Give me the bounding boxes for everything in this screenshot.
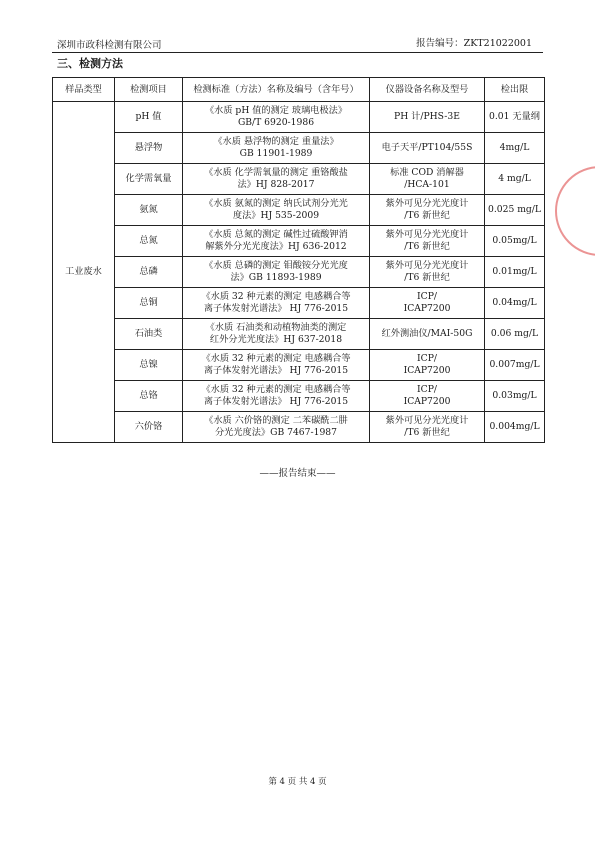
instrument-line-2: /T6 新世纪 (404, 427, 450, 438)
method-cell (183, 226, 370, 257)
instrument-line-2: ICAP7200 (403, 303, 451, 314)
table-row (53, 102, 545, 133)
method-table (52, 77, 545, 443)
table-header-row (53, 78, 545, 102)
instrument-line-1: 标准 COD 消解器 (390, 167, 464, 178)
test-item-cell: 石油类 (115, 319, 183, 350)
method-line-1: 《水质 32 种元素的测定 电感耦合等 (201, 291, 351, 302)
method-line-1: 《水质 32 种元素的测定 电感耦合等 (201, 353, 351, 364)
instrument-line-1: 紫外可见分光光度计 (385, 198, 469, 209)
method-line-2: 离子体发射光谱法》 HJ 776-2015 (203, 365, 349, 376)
method-line-2: GB 11901-1989 (239, 148, 313, 159)
table-row (53, 257, 545, 288)
instrument-line-2: /T6 新世纪 (404, 272, 450, 283)
test-item-cell: 化学需氧量 (115, 164, 183, 195)
method-line-2: 分光光度法》GB 7467-1987 (214, 427, 337, 438)
instrument-line-2: ICAP7200 (403, 396, 451, 407)
instrument-cell (370, 288, 485, 319)
company-seal (555, 166, 595, 256)
method-line-1: 《水质 石油类和动植物油类的测定 (205, 322, 347, 333)
header-limit: 检出限 (485, 78, 545, 102)
method-line-1: 《水质 32 种元素的测定 电感耦合等 (201, 384, 351, 395)
method-cell (183, 133, 370, 164)
test-item-cell: 总镍 (115, 350, 183, 381)
instrument-line-1: ICP/ (417, 384, 437, 395)
header-instrument: 仪器设备名称及型号 (370, 78, 485, 102)
instrument-line-1: 紫外可见分光光度计 (385, 229, 469, 240)
limit-cell: 0.004mg/L (485, 412, 545, 443)
limit-cell: 0.025 mg/L (485, 195, 545, 226)
limit-cell: 0.06 mg/L (485, 319, 545, 350)
instrument-cell (370, 133, 485, 164)
instrument-line-2: ICAP7200 (403, 365, 451, 376)
limit-cell: 0.05mg/L (485, 226, 545, 257)
method-cell (183, 288, 370, 319)
instrument-line-2: /HCA-101 (404, 179, 450, 190)
table-row (53, 195, 545, 226)
instrument-cell (370, 195, 485, 226)
method-line-2: 度法》HJ 535-2009 (232, 210, 320, 221)
table-row (53, 288, 545, 319)
instrument-line-1: 红外测油仪/MAI-50G (381, 328, 473, 339)
report-number: 报告编号：ZKT21022001 (416, 38, 532, 49)
test-item-cell: 总磷 (115, 257, 183, 288)
table-row (53, 350, 545, 381)
instrument-line-2: /T6 新世纪 (404, 210, 450, 221)
method-cell (183, 195, 370, 226)
instrument-cell (370, 350, 485, 381)
table-row (53, 133, 545, 164)
limit-cell: 0.03mg/L (485, 381, 545, 412)
sample-type-cell: 工业废水 (53, 102, 115, 443)
header-method: 检测标准（方法）名称及编号（含年号） (183, 78, 370, 102)
table-row (53, 412, 545, 443)
method-line-2: 红外分光光度法》HJ 637-2018 (209, 334, 343, 345)
method-cell (183, 412, 370, 443)
limit-cell: 0.04mg/L (485, 288, 545, 319)
limit-cell: 0.01 无量纲 (485, 102, 545, 133)
test-item-cell: 总铬 (115, 381, 183, 412)
method-line-2: 法》GB 11893-1989 (230, 272, 322, 283)
limit-cell: 4mg/L (485, 133, 545, 164)
method-cell (183, 319, 370, 350)
method-cell (183, 381, 370, 412)
method-line-2: 离子体发射光谱法》 HJ 776-2015 (203, 396, 349, 407)
instrument-cell (370, 381, 485, 412)
method-line-1: 《水质 pH 值的测定 玻璃电极法》 (204, 105, 348, 116)
instrument-cell (370, 412, 485, 443)
instrument-cell (370, 164, 485, 195)
instrument-line-2: /T6 新世纪 (404, 241, 450, 252)
company-name: 深圳市政科检测有限公司 (57, 40, 162, 51)
test-item-cell: 氨氮 (115, 195, 183, 226)
limit-cell: 0.007mg/L (485, 350, 545, 381)
header-sample-type: 样品类型 (53, 78, 115, 102)
method-line-1: 《水质 总磷的测定 钼酸铵分光光度 (204, 260, 348, 271)
method-line-2: 法》HJ 828-2017 (237, 179, 315, 190)
instrument-cell (370, 226, 485, 257)
method-line-1: 《水质 悬浮物的测定 重量法》 (213, 136, 339, 147)
test-item-cell: 六价铬 (115, 412, 183, 443)
test-item-cell: 总铜 (115, 288, 183, 319)
instrument-line-1: 电子天平/PT104/55S (381, 142, 473, 153)
table-row (53, 319, 545, 350)
table-row (53, 381, 545, 412)
test-item-cell: 总氮 (115, 226, 183, 257)
instrument-cell (370, 102, 485, 133)
page-footer: 第 4 页 共 4 页 (268, 777, 327, 787)
header-test-item: 检测项目 (115, 78, 183, 102)
method-cell (183, 257, 370, 288)
method-cell (183, 350, 370, 381)
instrument-line-1: 紫外可见分光光度计 (385, 260, 469, 271)
table-row (53, 164, 545, 195)
method-line-2: 解紫外分光光度法》HJ 636-2012 (205, 241, 347, 252)
section-title: 三、检测方法 (57, 57, 123, 70)
instrument-line-1: ICP/ (417, 291, 437, 302)
method-line-1: 《水质 化学需氧量的测定 重铬酸盐 (204, 167, 348, 178)
method-line-1: 《水质 总氮的测定 碱性过硫酸钾消 (204, 229, 348, 240)
test-item-cell: 悬浮物 (115, 133, 183, 164)
method-cell (183, 102, 370, 133)
method-line-2: GB/T 6920-1986 (237, 117, 315, 128)
limit-cell: 0.01mg/L (485, 257, 545, 288)
method-line-1: 《水质 氨氮的测定 纳氏试剂分光光 (204, 198, 348, 209)
method-line-2: 离子体发射光谱法》 HJ 776-2015 (203, 303, 349, 314)
method-cell (183, 164, 370, 195)
report-end: ——报告结束—— (259, 468, 336, 479)
instrument-line-1: ICP/ (417, 353, 437, 364)
instrument-line-1: PH 计/PHS-3E (394, 111, 460, 122)
table-row (53, 226, 545, 257)
test-item-cell: pH 值 (115, 102, 183, 133)
limit-cell: 4 mg/L (485, 164, 545, 195)
instrument-line-1: 紫外可见分光光度计 (385, 415, 469, 426)
header-rule (52, 52, 543, 53)
instrument-cell (370, 319, 485, 350)
instrument-cell (370, 257, 485, 288)
method-line-1: 《水质 六价铬的测定 二苯碳酰二肼 (204, 415, 348, 426)
